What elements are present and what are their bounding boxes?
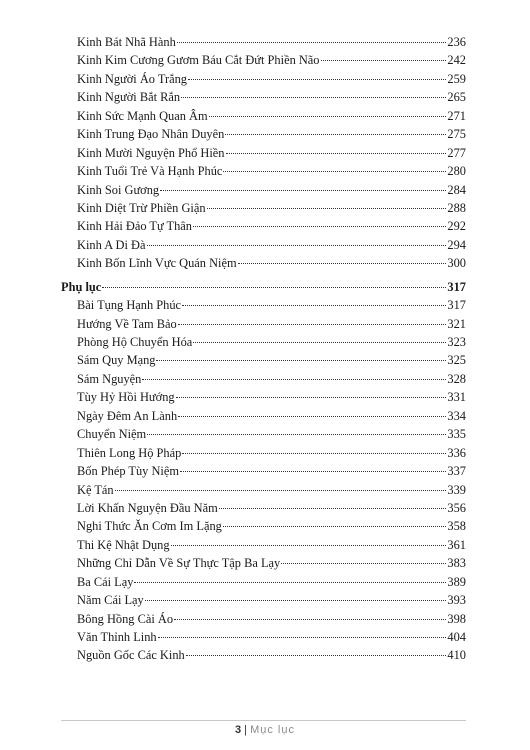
toc-leader-dots <box>209 116 447 117</box>
toc-entry[interactable] <box>61 425 466 443</box>
toc-leader-dots <box>238 263 447 264</box>
toc-entry-page: 383 <box>447 556 466 571</box>
toc-leader-dots <box>207 208 447 209</box>
toc-entry-page: 358 <box>447 519 466 534</box>
toc-entry[interactable] <box>61 388 466 406</box>
toc-entry-page: 288 <box>447 200 466 215</box>
toc-entry[interactable] <box>61 517 466 535</box>
toc-entry[interactable] <box>61 125 466 143</box>
toc-entry[interactable] <box>61 33 466 51</box>
toc-leader-dots <box>174 619 446 620</box>
toc-entry-label: Nghi Thức Ăn Cơm Im Lặng <box>77 519 222 534</box>
toc-leader-dots <box>115 490 447 491</box>
toc-entry-page: 265 <box>447 90 466 105</box>
toc-leader-dots <box>219 508 447 509</box>
toc-leader-dots <box>188 79 446 80</box>
toc-entry-page: 325 <box>447 353 466 368</box>
toc-entry[interactable] <box>61 591 466 609</box>
toc-entry-label: Bốn Phép Tùy Niệm <box>77 464 179 479</box>
toc-entry-label: Kinh Trung Đạo Nhân Duyên <box>77 127 225 142</box>
toc-entry-label: Bông Hồng Cài Áo <box>77 611 174 626</box>
toc-entry-page: 317 <box>447 279 466 294</box>
toc-leader-dots <box>178 324 447 325</box>
toc-entry[interactable] <box>61 181 466 199</box>
toc-entry-page: 236 <box>447 35 466 49</box>
toc-entry-label: Thi Kệ Nhật Dụng <box>77 537 170 552</box>
toc-leader-dots <box>147 245 447 246</box>
toc-entry[interactable] <box>61 407 466 425</box>
toc-entry-label: Kinh A Di Đà <box>77 237 146 252</box>
toc-entry[interactable] <box>61 236 466 254</box>
toc-entry-page: 389 <box>447 574 466 589</box>
footer-separator: | <box>244 724 248 736</box>
toc-entry-label: Thiên Long Hộ Pháp <box>77 445 182 460</box>
toc-entry-page: 334 <box>447 408 466 423</box>
toc-entry-label: Kinh Bốn Lĩnh Vực Quán Niệm <box>77 256 237 271</box>
toc-leader-dots <box>186 655 447 656</box>
toc-leader-dots <box>321 60 447 61</box>
toc-leader-dots <box>156 360 446 361</box>
toc-entry[interactable] <box>61 554 466 572</box>
toc-leader-dots <box>281 563 446 564</box>
toc-entry[interactable] <box>61 144 466 162</box>
sutra-list <box>61 33 466 273</box>
page-footer <box>0 724 530 736</box>
toc-leader-dots <box>223 526 447 527</box>
toc-entry-label: Phụ lục <box>61 279 102 294</box>
toc-entry[interactable] <box>61 199 466 217</box>
table-of-contents <box>61 33 466 665</box>
toc-entry[interactable] <box>61 315 466 333</box>
toc-entry-page: 356 <box>447 500 466 515</box>
toc-entry[interactable] <box>61 70 466 88</box>
toc-leader-dots <box>102 287 446 288</box>
footer-section-title: Mục lục <box>250 724 295 736</box>
toc-entry-page: 335 <box>447 427 466 442</box>
toc-entry-page: 328 <box>447 371 466 386</box>
toc-entry-label: Kinh Hải Đảo Tự Thân <box>77 219 193 234</box>
toc-entry[interactable] <box>61 162 466 180</box>
toc-entry[interactable] <box>61 573 466 591</box>
appendix-list <box>61 296 466 665</box>
toc-entry-page: 331 <box>447 390 466 405</box>
toc-entry-label: Lời Khấn Nguyện Đầu Năm <box>77 500 218 515</box>
toc-entry-page: 271 <box>447 108 466 123</box>
toc-leader-dots <box>226 153 447 154</box>
toc-entry[interactable] <box>61 610 466 628</box>
toc-entry-label: Sám Nguyện <box>77 371 142 386</box>
toc-leader-dots <box>145 600 447 601</box>
toc-entry-page: 275 <box>447 127 466 142</box>
toc-entry[interactable] <box>61 88 466 106</box>
toc-entry[interactable] <box>61 51 466 69</box>
toc-entry-page: 323 <box>447 335 466 349</box>
toc-leader-dots <box>225 134 446 135</box>
toc-leader-dots <box>147 434 446 435</box>
toc-entry-page: 280 <box>447 164 466 179</box>
toc-entry[interactable] <box>61 296 466 314</box>
toc-entry-page: 284 <box>447 182 466 197</box>
footer-page-number: 3 <box>234 724 242 736</box>
toc-entry-label: Sám Quy Mạng <box>77 353 156 368</box>
footer-divider <box>61 720 466 721</box>
toc-entry-page: 361 <box>447 537 466 552</box>
toc-entry-page: 410 <box>447 648 466 663</box>
toc-entry-label: Phòng Hộ Chuyển Hóa <box>77 335 193 349</box>
toc-entry-label: Nguồn Gốc Các Kinh <box>77 648 185 663</box>
toc-entry-label: Kinh Người Bắt Rắn <box>77 90 181 105</box>
toc-entry[interactable] <box>61 444 466 462</box>
toc-leader-dots <box>180 471 446 472</box>
toc-entry-page: 300 <box>447 256 466 271</box>
toc-entry-label: Kinh Sức Mạnh Quan Âm <box>77 108 208 123</box>
toc-entry[interactable] <box>61 107 466 125</box>
toc-entry-page: 398 <box>447 611 466 626</box>
toc-entry-label: Ngày Đêm An Lành <box>77 408 178 423</box>
toc-entry-label: Tùy Hỷ Hồi Hướng <box>77 390 175 405</box>
toc-entry-label: Kinh Diệt Trừ Phiền Giận <box>77 200 206 215</box>
toc-entry-label: Kinh Mười Nguyện Phổ Hiền <box>77 145 225 160</box>
toc-entry[interactable] <box>61 333 466 351</box>
toc-leader-dots <box>193 342 446 343</box>
toc-leader-dots <box>134 582 446 583</box>
toc-entry[interactable] <box>61 536 466 554</box>
toc-entry-label: Văn Thỉnh Linh <box>77 630 157 644</box>
toc-entry-page: 404 <box>447 630 466 644</box>
toc-entry-page: 393 <box>447 593 466 608</box>
toc-entry-page: 321 <box>447 316 466 331</box>
toc-entry-page: 277 <box>447 145 466 160</box>
toc-entry-page: 259 <box>447 71 466 86</box>
toc-entry[interactable] <box>61 351 466 369</box>
toc-entry-label: Kệ Tán <box>77 482 114 497</box>
toc-entry-label: Những Chỉ Dẫn Về Sự Thực Tập Ba Lạy <box>77 556 281 571</box>
toc-entry[interactable] <box>61 217 466 235</box>
toc-entry-label: Kinh Bát Nhã Hành <box>77 35 176 49</box>
toc-entry[interactable] <box>61 462 466 480</box>
toc-entry[interactable] <box>61 481 466 499</box>
toc-leader-dots <box>182 305 446 306</box>
toc-entry-page: 294 <box>447 237 466 252</box>
toc-entry-label: Kinh Tuổi Trẻ Và Hạnh Phúc <box>77 164 223 179</box>
toc-leader-dots <box>171 545 447 546</box>
toc-entry-label: Ba Cái Lạy <box>77 574 134 589</box>
toc-leader-dots <box>181 97 446 98</box>
toc-entry[interactable] <box>61 370 466 388</box>
toc-leader-dots <box>177 42 447 43</box>
toc-section-heading[interactable] <box>61 278 466 296</box>
toc-entry-page: 336 <box>447 445 466 460</box>
toc-leader-dots <box>193 226 446 227</box>
toc-entry-page: 242 <box>447 53 466 68</box>
toc-entry-label: Chuyển Niệm <box>77 427 147 442</box>
toc-leader-dots <box>223 171 446 172</box>
toc-leader-dots <box>142 379 446 380</box>
toc-entry-label: Bài Tụng Hạnh Phúc <box>77 298 182 313</box>
toc-entry-page: 317 <box>447 298 466 313</box>
toc-entry-page: 292 <box>447 219 466 234</box>
toc-entry[interactable] <box>61 646 466 664</box>
toc-entry-page: 339 <box>447 482 466 497</box>
toc-entry[interactable] <box>61 254 466 272</box>
toc-leader-dots <box>176 397 447 398</box>
toc-entry-label: Kinh Soi Gương <box>77 182 160 197</box>
toc-entry-label: Kinh Kim Cương Gươm Báu Cắt Đứt Phiền Não <box>77 53 320 68</box>
toc-entry[interactable] <box>61 499 466 517</box>
toc-leader-dots <box>178 416 446 417</box>
toc-entry-label: Kinh Người Áo Trắng <box>77 71 187 86</box>
toc-entry-label: Năm Cái Lạy <box>77 593 144 608</box>
toc-leader-dots <box>158 637 447 638</box>
toc-leader-dots <box>160 190 446 191</box>
toc-entry[interactable] <box>61 628 466 646</box>
toc-leader-dots <box>182 453 446 454</box>
toc-entry-page: 337 <box>447 464 466 479</box>
toc-entry-label: Hướng Về Tam Bảo <box>77 316 177 331</box>
